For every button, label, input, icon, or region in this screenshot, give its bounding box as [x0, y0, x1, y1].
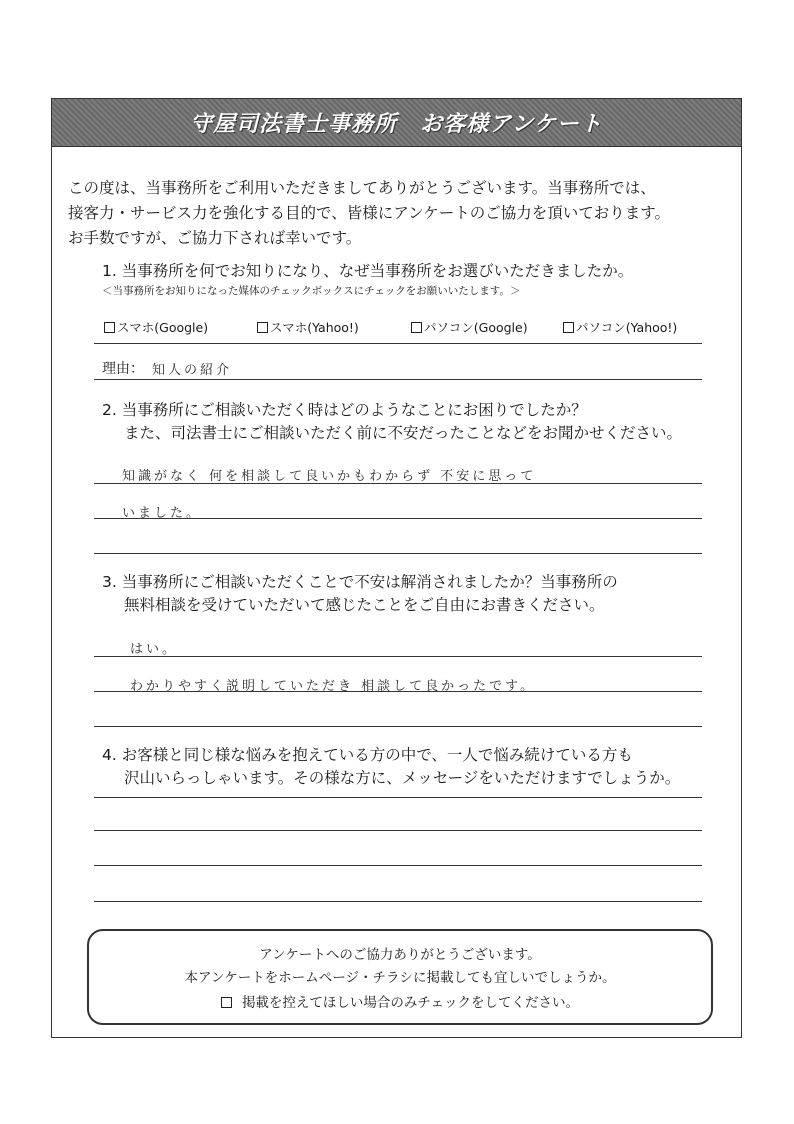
answer-line — [94, 656, 702, 657]
footer-question: 本アンケートをホームページ・チラシに掲載しても宜しいでしょうか。 — [184, 970, 616, 986]
q2-question-line-2: また、司法書士にご相談いただく前に不安だったことなどをお聞かせください。 — [124, 424, 683, 442]
survey-header — [52, 99, 741, 147]
intro-line-2: 接客力・サービス力を強化する目的で、皆様にアンケートのご協力を頂いております。 — [68, 204, 671, 222]
intro-line-1: この度は、当事務所をご利用いただきましてありがとうございます。当事務所では、 — [68, 179, 656, 197]
checkbox-icon[interactable] — [563, 322, 574, 333]
answer-line — [94, 379, 702, 380]
answer-line — [94, 830, 702, 831]
q3-question-line-2: 無料相談を受けていただいて感じたことをご自由にお書きください。 — [124, 596, 605, 614]
answer-line — [94, 343, 702, 344]
consent-box — [87, 929, 713, 1025]
answer-line — [94, 726, 702, 727]
q2-answer-line-1[interactable]: 知識がなく 何を相談して良いかもわからず 不安に思って — [122, 469, 537, 484]
answer-line — [94, 901, 702, 902]
checkbox-icon[interactable] — [411, 322, 422, 333]
consent-checkbox-row[interactable] — [89, 991, 711, 1011]
answer-line — [94, 553, 702, 554]
option-smartphone-yahoo[interactable]: スマホ(Yahoo!) — [257, 318, 359, 336]
q1-question: 1. 当事務所を何でお知りになり、なぜ当事務所をお選びいただきましたか。 — [102, 262, 634, 280]
survey-title: 守屋司法書士事務所 お客様アンケート — [190, 112, 603, 137]
checkbox-icon[interactable] — [257, 322, 268, 333]
answer-line — [94, 518, 702, 519]
option-smartphone-google[interactable]: スマホ(Google) — [104, 318, 208, 336]
q4-question-line-2: 沢山いらっしゃいます。その様な方に、メッセージをいただけますでしょうか。 — [124, 769, 681, 787]
q2-answer-line-2[interactable]: いました。 — [122, 506, 203, 521]
q2-question-line-1: 2. 当事務所にご相談いただく時はどのようなことにお困りでしたか？ — [102, 401, 587, 419]
reason-label: 理由： — [102, 361, 144, 377]
checkbox-icon[interactable] — [104, 322, 115, 333]
answer-line — [94, 865, 702, 866]
q1-note: ＜当事務所をお知りになった媒体のチェックボックスにチェックをお願いいたします。＞ — [102, 285, 521, 297]
q3-answer-line-1[interactable]: はい。 — [130, 642, 179, 657]
answer-line — [94, 797, 702, 798]
intro-line-3: お手数ですが、ご協力下されば幸いです。 — [68, 229, 362, 247]
q3-answer-line-2[interactable]: わかりやすく説明していただき 相談して良かったです。 — [130, 679, 537, 694]
reason-answer[interactable]: 知人の紹介 — [152, 363, 233, 378]
q3-question-line-1: 3. 当事務所にご相談いただくことで不安は解消されましたか？当事務所の — [102, 573, 618, 591]
consent-checkbox-label: 掲載を控えてほしい場合のみチェックをしてください。 — [241, 995, 580, 1011]
option-pc-google[interactable]: パソコン(Google) — [411, 318, 528, 336]
answer-line — [94, 483, 702, 484]
q4-question-line-1: 4. お客様と同じ様な悩みを抱えている方の中で、一人で悩み続けている方も — [102, 746, 633, 764]
answer-line — [94, 691, 702, 692]
option-pc-yahoo[interactable]: パソコン(Yahoo!) — [563, 318, 677, 336]
checkbox-icon[interactable] — [221, 997, 232, 1008]
footer-thanks: アンケートへのご協力ありがとうございます。 — [259, 947, 541, 963]
survey-sheet — [51, 98, 742, 1038]
